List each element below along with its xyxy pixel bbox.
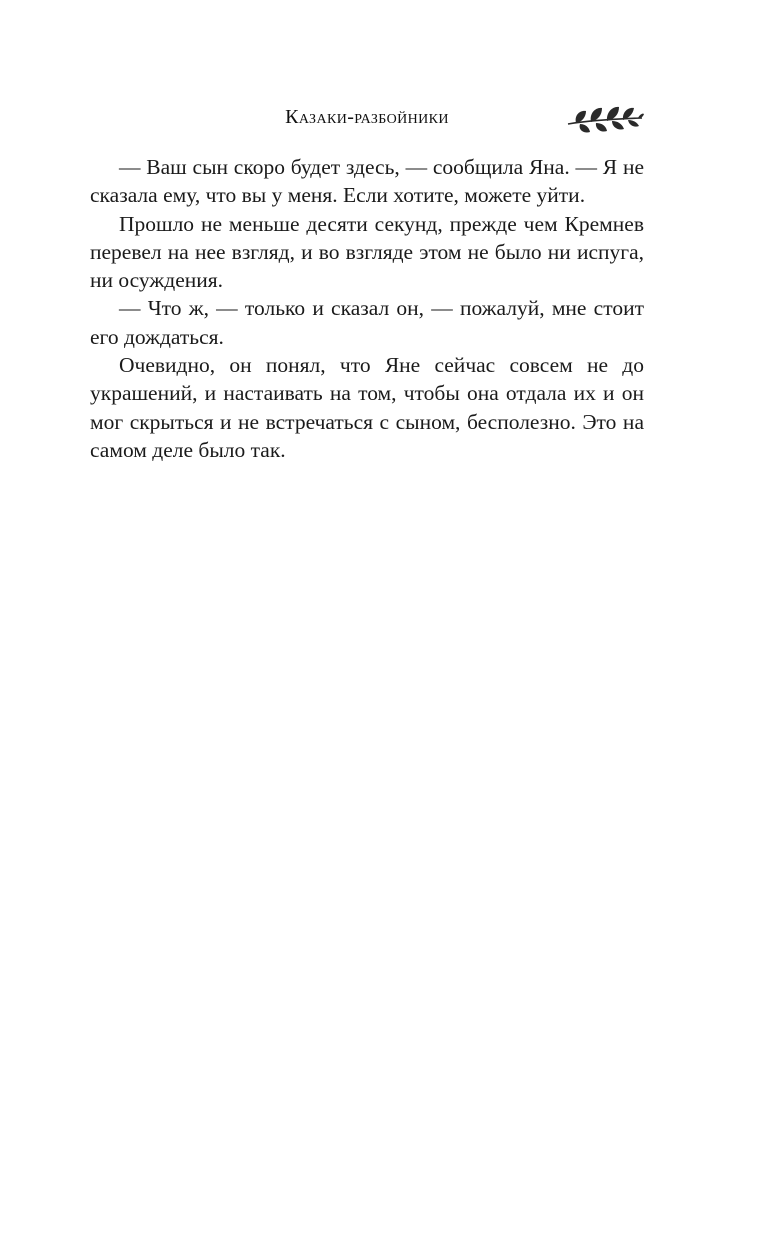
- running-header-title: Казаки-разбойники: [285, 106, 449, 128]
- running-header: [90, 0, 644, 140]
- laurel-branch-icon: [566, 102, 644, 136]
- body-text: [90, 153, 644, 464]
- paragraph: Прошло не меньше десяти секунд, прежде чем Кремнев перевел на нее взгляд, и во взгляде этом не было ни испуга, ни осуждения.: [90, 211, 644, 293]
- book-page: [90, 0, 644, 462]
- paragraph: — Что ж, — только и сказал он, — пожалуй, мне стоит его дождаться.: [90, 296, 644, 349]
- paragraph: — Ваш сын скоро будет здесь, — сообщила Яна. — Я не сказала ему, что вы у меня. Если хотите, можете уйти.: [90, 155, 644, 208]
- paragraph: Очевидно, он понял, что Яне сейчас совсем не до украшений, и настаивать на том, чтобы она отдала их и он мог скрыться и не встречаться с сыном, бесполезно. Это на самом деле было так.: [90, 353, 644, 462]
